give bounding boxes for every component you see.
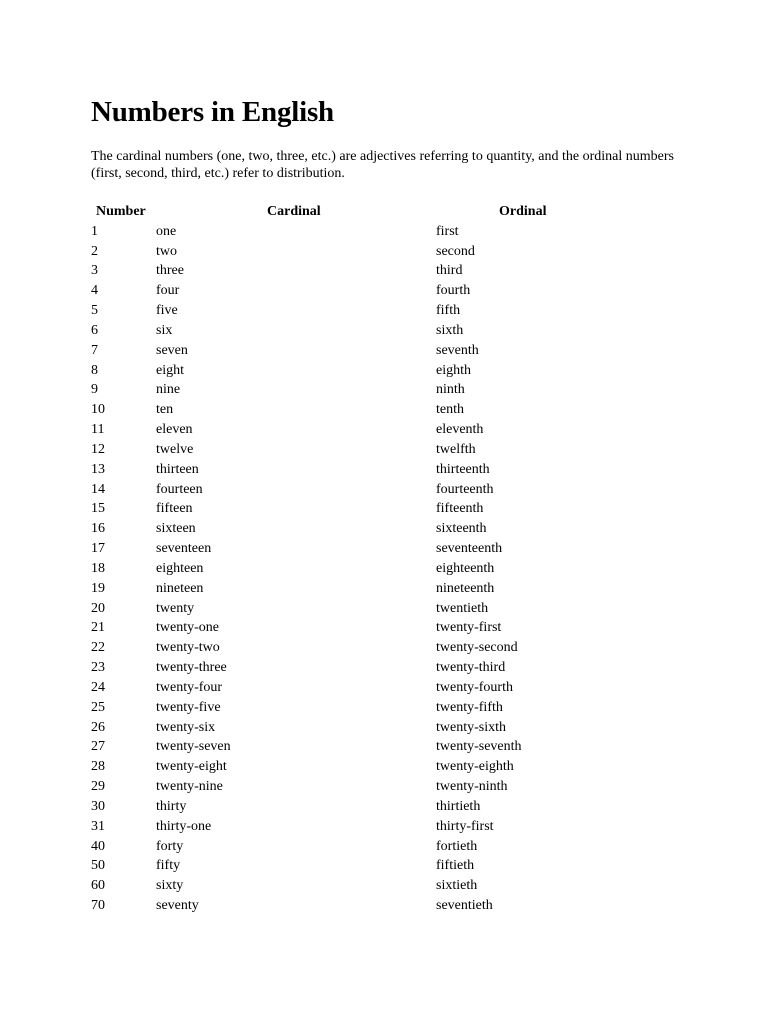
cell-cardinal: seventy: [156, 897, 199, 913]
table-row: [91, 242, 691, 262]
header-number: Number: [96, 204, 146, 219]
cell-number: 21: [91, 620, 105, 636]
cell-number: 26: [91, 719, 105, 735]
table-row: [91, 599, 691, 619]
cell-number: 11: [91, 422, 105, 438]
cell-ordinal: fourteenth: [436, 481, 494, 497]
table-row: [91, 321, 691, 341]
cell-ordinal: eighteenth: [436, 560, 495, 576]
cell-number: 17: [91, 541, 105, 557]
table-row: [91, 698, 691, 718]
table-body: [91, 222, 691, 916]
cell-cardinal: twenty: [156, 600, 195, 616]
cell-number: 31: [91, 818, 105, 834]
table-row: [91, 519, 691, 539]
table-row: [91, 718, 691, 738]
cell-number: 1: [91, 223, 98, 239]
cell-ordinal: twenty-ninth: [436, 779, 508, 795]
cell-ordinal: seventeenth: [436, 541, 503, 557]
cell-number: 6: [91, 322, 98, 338]
cell-number: 15: [91, 501, 105, 517]
cell-cardinal: seventeen: [156, 541, 212, 557]
cell-cardinal: six: [156, 322, 173, 338]
cell-ordinal: sixth: [436, 322, 464, 338]
cell-ordinal: thirtieth: [436, 798, 481, 814]
cell-ordinal: nineteenth: [436, 580, 495, 596]
cell-cardinal: ten: [156, 402, 174, 418]
cell-ordinal: twentieth: [436, 600, 489, 616]
cell-number: 24: [91, 679, 105, 695]
cell-cardinal: twenty-five: [156, 699, 221, 715]
cell-number: 28: [91, 759, 105, 775]
cell-number: 14: [91, 481, 105, 497]
cell-cardinal: twenty-one: [156, 620, 219, 636]
cell-number: 20: [91, 600, 105, 616]
table-row: [91, 797, 691, 817]
cell-number: 60: [91, 878, 105, 894]
cell-number: 8: [91, 362, 98, 378]
cell-cardinal: forty: [156, 838, 184, 854]
cell-cardinal: nineteen: [156, 580, 204, 596]
table-row: [91, 420, 691, 440]
cell-ordinal: twenty-seventh: [436, 739, 522, 755]
cell-number: 12: [91, 441, 105, 457]
cell-number: 23: [91, 660, 105, 676]
table-row: [91, 658, 691, 678]
page-title: Numbers in English: [91, 96, 334, 128]
cell-ordinal: seventieth: [436, 897, 493, 913]
cell-number: 30: [91, 798, 105, 814]
cell-number: 9: [91, 382, 98, 398]
cell-ordinal: tenth: [436, 402, 464, 418]
cell-ordinal: twenty-second: [436, 640, 518, 656]
cell-cardinal: seven: [156, 342, 188, 358]
cell-ordinal: twenty-first: [436, 620, 502, 636]
header-ordinal: Ordinal: [499, 204, 547, 219]
cell-cardinal: thirteen: [156, 461, 199, 477]
cell-cardinal: twenty-eight: [156, 759, 227, 775]
cell-number: 25: [91, 699, 105, 715]
cell-cardinal: fifty: [156, 858, 181, 874]
cell-cardinal: five: [156, 303, 178, 319]
table-row: [91, 737, 691, 757]
cell-cardinal: sixteen: [156, 521, 196, 537]
table-row: [91, 460, 691, 480]
cell-cardinal: twenty-three: [156, 660, 227, 676]
cell-ordinal: thirteenth: [436, 461, 490, 477]
cell-cardinal: eighteen: [156, 560, 204, 576]
cell-number: 40: [91, 838, 105, 854]
table-row: [91, 499, 691, 519]
cell-number: 16: [91, 521, 105, 537]
cell-number: 29: [91, 779, 105, 795]
cell-ordinal: fourth: [436, 283, 471, 299]
cell-number: 2: [91, 243, 98, 259]
cell-cardinal: twenty-seven: [156, 739, 231, 755]
table-row: [91, 559, 691, 579]
cell-ordinal: fortieth: [436, 838, 478, 854]
cell-cardinal: two: [156, 243, 177, 259]
table-row: [91, 777, 691, 797]
table-row: [91, 400, 691, 420]
cell-cardinal: twelve: [156, 441, 194, 457]
cell-number: 22: [91, 640, 105, 656]
cell-cardinal: twenty-four: [156, 679, 223, 695]
intro-paragraph: The cardinal numbers (one, two, three, etc.) are adjectives referring to quantity, and the ordinal numbers (first, second, third, etc.) refer to distribution.: [91, 149, 674, 181]
cell-cardinal: fifteen: [156, 501, 193, 517]
table-row: [91, 638, 691, 658]
cell-ordinal: eleventh: [436, 422, 484, 438]
cell-cardinal: thirty: [156, 798, 187, 814]
cell-ordinal: fiftieth: [436, 858, 475, 874]
table-row: [91, 757, 691, 777]
cell-cardinal: one: [156, 223, 177, 239]
table-row: [91, 361, 691, 381]
cell-number: 27: [91, 739, 105, 755]
cell-cardinal: four: [156, 283, 180, 299]
table-row: [91, 440, 691, 460]
table-row: [91, 261, 691, 281]
cell-ordinal: twenty-eighth: [436, 759, 514, 775]
table-row: [91, 341, 691, 361]
cell-cardinal: twenty-six: [156, 719, 216, 735]
table-row: [91, 380, 691, 400]
cell-number: 50: [91, 858, 105, 874]
table-row: [91, 618, 691, 638]
cell-ordinal: fifth: [436, 303, 461, 319]
cell-number: 7: [91, 342, 98, 358]
cell-cardinal: twenty-two: [156, 640, 220, 656]
cell-number: 18: [91, 560, 105, 576]
cell-ordinal: twelfth: [436, 441, 476, 457]
cell-cardinal: three: [156, 263, 184, 279]
table-row: [91, 301, 691, 321]
numbers-table: [91, 202, 691, 916]
header-cardinal: Cardinal: [267, 204, 321, 219]
cell-number: 19: [91, 580, 105, 596]
cell-cardinal: sixty: [156, 878, 184, 894]
cell-ordinal: ninth: [436, 382, 465, 398]
cell-cardinal: twenty-nine: [156, 779, 223, 795]
cell-number: 3: [91, 263, 98, 279]
table-row: [91, 856, 691, 876]
table-row: [91, 222, 691, 242]
cell-ordinal: first: [436, 223, 459, 239]
cell-ordinal: fifteenth: [436, 501, 484, 517]
cell-number: 4: [91, 283, 98, 299]
table-row: [91, 837, 691, 857]
cell-cardinal: eleven: [156, 422, 193, 438]
cell-number: 10: [91, 402, 105, 418]
cell-ordinal: second: [436, 243, 475, 259]
cell-ordinal: seventh: [436, 342, 479, 358]
table-row: [91, 817, 691, 837]
cell-ordinal: sixtieth: [436, 878, 478, 894]
cell-number: 70: [91, 897, 105, 913]
table-header: [91, 202, 691, 222]
cell-ordinal: third: [436, 263, 463, 279]
cell-cardinal: nine: [156, 382, 181, 398]
table-row: [91, 876, 691, 896]
table-row: [91, 539, 691, 559]
table-row: [91, 281, 691, 301]
cell-ordinal: twenty-sixth: [436, 719, 506, 735]
cell-cardinal: fourteen: [156, 481, 203, 497]
table-row: [91, 579, 691, 599]
cell-ordinal: twenty-third: [436, 660, 506, 676]
table-row: [91, 896, 691, 916]
cell-number: 13: [91, 461, 105, 477]
cell-cardinal: eight: [156, 362, 184, 378]
cell-ordinal: twenty-fifth: [436, 699, 503, 715]
cell-ordinal: thirty-first: [436, 818, 494, 834]
cell-ordinal: eighth: [436, 362, 471, 378]
cell-number: 5: [91, 303, 98, 319]
cell-cardinal: thirty-one: [156, 818, 212, 834]
cell-ordinal: sixteenth: [436, 521, 487, 537]
table-row: [91, 678, 691, 698]
table-row: [91, 480, 691, 500]
cell-ordinal: twenty-fourth: [436, 679, 513, 695]
